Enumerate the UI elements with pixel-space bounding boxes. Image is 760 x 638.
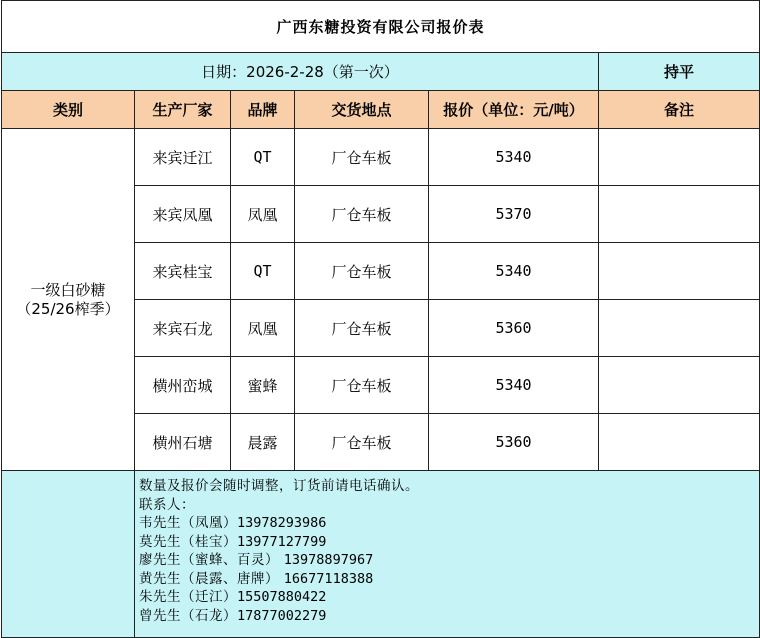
category-season: （25/26榨季） <box>16 299 120 318</box>
notes-block <box>135 471 760 638</box>
price-cell: 5360 <box>429 300 599 357</box>
contact-line <box>139 607 759 626</box>
remark-cell <box>599 300 760 357</box>
contacts-label: 联系人： <box>139 496 195 513</box>
delivery-cell: 厂仓车板 <box>295 300 429 357</box>
remark-cell <box>599 129 760 186</box>
date-line: 日期：2026-2-28（第一次） <box>2 53 599 91</box>
brand-cell: 凤凰 <box>231 186 295 243</box>
contact-phone: 13977127799 <box>237 533 327 550</box>
notice-text: 数量及报价会随时调整，订货前请电话确认。 <box>139 478 419 494</box>
contact-name: 莫先生（桂宝） <box>139 533 237 550</box>
producer-cell: 来宾石龙 <box>135 300 231 357</box>
contact-phone: 15507880422 <box>237 589 327 605</box>
producer-cell: 来宾凤凰 <box>135 186 231 243</box>
notes-left-blank <box>2 471 135 638</box>
price-cell: 5340 <box>429 357 599 414</box>
remark-cell <box>599 357 760 414</box>
producer-cell: 横州峦城 <box>135 357 231 414</box>
price-trend: 持平 <box>599 53 760 91</box>
contact-line <box>139 570 759 589</box>
producer-cell: 来宾桂宝 <box>135 243 231 300</box>
price-cell: 5360 <box>429 414 599 471</box>
contact-phone: 13978293986 <box>237 515 327 531</box>
brand-cell: QT <box>231 129 295 186</box>
remark-cell <box>599 186 760 243</box>
delivery-cell: 厂仓车板 <box>295 129 429 186</box>
brand-cell: QT <box>231 243 295 300</box>
contact-line <box>139 588 759 607</box>
header-delivery: 交货地点 <box>295 91 429 129</box>
header-remark: 备注 <box>599 91 760 129</box>
delivery-cell: 厂仓车板 <box>295 243 429 300</box>
producer-cell: 来宾迁江 <box>135 129 231 186</box>
remark-cell <box>599 414 760 471</box>
brand-cell: 凤凰 <box>231 300 295 357</box>
header-row <box>2 91 760 129</box>
contact-phone: 16677118388 <box>283 570 374 587</box>
header-producer: 生产厂家 <box>135 91 231 129</box>
contact-name: 朱先生（迁江） <box>139 589 237 605</box>
price-cell: 5340 <box>429 243 599 300</box>
producer-cell: 横州石塘 <box>135 414 231 471</box>
price-cell: 5340 <box>429 129 599 186</box>
delivery-cell: 厂仓车板 <box>295 414 429 471</box>
contact-name: 韦先生（凤凰） <box>139 515 237 531</box>
category-name: 一级白砂糖 <box>30 280 106 299</box>
table-row <box>2 129 760 186</box>
header-category: 类别 <box>2 91 135 129</box>
brand-cell: 蜜蜂 <box>231 357 295 414</box>
contact-line <box>139 533 759 552</box>
price-table <box>1 0 760 638</box>
contact-name: 黄先生（晨露、唐牌） <box>139 570 284 587</box>
remark-cell <box>599 243 760 300</box>
contact-name: 廖先生（蜜蜂、百灵） <box>139 552 284 568</box>
category-cell <box>2 129 135 471</box>
brand-cell: 晨露 <box>231 414 295 471</box>
delivery-cell: 厂仓车板 <box>295 357 429 414</box>
header-price: 报价（单位：元/吨） <box>429 91 599 129</box>
price-cell: 5370 <box>429 186 599 243</box>
delivery-cell: 厂仓车板 <box>295 186 429 243</box>
contact-name: 曾先生（石龙） <box>139 607 237 624</box>
contact-line <box>139 551 759 570</box>
contact-line <box>139 514 759 533</box>
contact-phone: 17877002279 <box>237 607 327 624</box>
header-brand: 品牌 <box>231 91 295 129</box>
contact-phone: 13978897967 <box>283 552 374 568</box>
sheet-title: 广西东糖投资有限公司报价表 <box>2 1 760 53</box>
